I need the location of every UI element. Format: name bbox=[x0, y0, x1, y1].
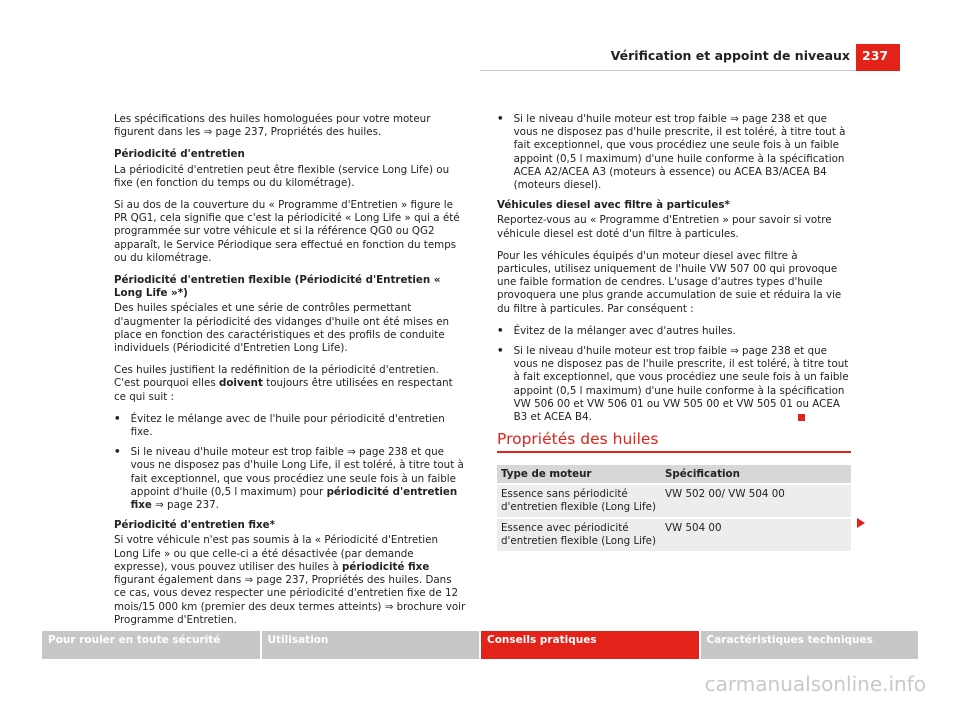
heading-maintenance-interval: Périodicité d'entretien bbox=[114, 148, 245, 161]
text-span: ⇒ page 237. bbox=[151, 499, 219, 512]
bullet-text: Évitez le mélange avec de l'huile pour périodicité d'entretien fixe. bbox=[130, 412, 445, 439]
table-cell: VW 502 00/ VW 504 00 bbox=[661, 484, 851, 518]
continue-arrow-icon bbox=[857, 518, 865, 528]
text-span: Si votre véhicule n'est pas soumis à la « Périodicité d'Entretien Long Life » ou que celle-ci a été désactivée (par demande expresse), vous pouvez utiliser des huiles à bbox=[114, 534, 439, 573]
watermark: carmanualsonline.info bbox=[704, 672, 926, 696]
left-column bbox=[114, 113, 466, 636]
table-cell: VW 504 00 bbox=[661, 518, 851, 551]
bullet-dot-icon: • bbox=[497, 324, 504, 337]
paragraph-pr-code: Si au dos de la couverture du « Programme d'Entretien » figure le PR QG1, cela signifie que c'est la périodicité « Long Life » qui a été programmée sur votre véhicule et si la référence QG0 ou QG2 apparaît, le Service Périodique sera effectué en fonction du temps ou du kilométrage. bbox=[114, 199, 460, 264]
paragraph-diesel-program: Reportez-vous au « Programme d'Entretien » pour savoir si votre véhicule diesel est doté d'un filtre à particules. bbox=[497, 214, 832, 240]
text-span: Si le niveau d'huile moteur est trop faible ⇒ page 238 et que vous ne disposez pas de l'huile prescrite, il est toléré, à titre tout à fait exceptionnel, que vous procédiez une seule fois à un faible appoint (0,5 l maximum) d'une huile conforme à la spécification VW 506 00 et VW 506 01 ou VW 505 00 et VW 505 01 ou ACEA B3 et ACEA B4. bbox=[513, 345, 849, 424]
footer-tab-safety[interactable]: Pour rouler en toute sécurité bbox=[42, 631, 260, 659]
text-span: toujours être utilisées en respectant ce qui suit : bbox=[114, 377, 453, 403]
text-span: Si le niveau d'huile moteur est trop faible ⇒ page 238 et que vous ne disposez pas d'huile Long Life, il est toléré, à titre tout à fait exceptionnel, que vous procédiez une seule fois à un faible appoint d'huile (0,5 l maximum) pour bbox=[130, 446, 464, 498]
paragraph-interval-types: La périodicité d'entretien peut être flexible (service Long Life) ou fixe (en fonction du temps ou du kilométrage). bbox=[114, 163, 450, 189]
bold-span: périodicité fixe bbox=[341, 560, 430, 573]
bullet-item bbox=[497, 345, 853, 424]
bullet-dot-icon: • bbox=[114, 412, 121, 425]
bullet-text: Évitez de la mélanger avec d'autres huiles. bbox=[513, 324, 736, 337]
bullet-item bbox=[497, 113, 853, 192]
footer-tab-operation[interactable]: Utilisation bbox=[262, 631, 480, 659]
paragraph-special-oils: Des huiles spéciales et une série de contrôles permettant d'augmenter la périodicité des vidanges d'huile ont été mises en place en fonction des caractéristiques et des profils de conduite individuels (Périodicité d'Entretien Long Life). bbox=[114, 302, 450, 355]
table-row bbox=[497, 518, 851, 551]
bullet-dot-icon: • bbox=[497, 345, 504, 358]
paragraph-fixed-interval bbox=[114, 534, 466, 626]
heading-fixed-interval: Périodicité d'entretien fixe* bbox=[114, 519, 276, 532]
bullet-text: Si le niveau d'huile moteur est trop faible ⇒ page 238 et que vous ne disposez pas d'huile prescrite, il est toléré, à titre tout à fait exceptionnel, que vous procédiez une seule fois à un faible appoint (0,5 l maximum) d'une huile conforme à la spécification ACEA A2/ACEA A3 (moteurs à essence) ou ACEA B3/ACEA B4 (moteurs diesel). bbox=[513, 113, 846, 192]
footer-tab-practical-tips[interactable]: Conseils pratiques bbox=[481, 631, 699, 659]
bullet-text bbox=[131, 446, 466, 512]
bullet-item bbox=[114, 446, 466, 512]
section-end-icon bbox=[798, 414, 805, 421]
table-cell: Essence avec périodicité d'entretien flexible (Long Life) bbox=[497, 518, 661, 551]
table-cell: Essence sans périodicité d'entretien flexible (Long Life) bbox=[497, 484, 661, 518]
page-number: 237 bbox=[856, 44, 900, 71]
heading-flexible-interval: Périodicité d'entretien flexible (Périodicité d'Entretien « Long Life »*) bbox=[114, 274, 441, 300]
table-header-cell: Spécification bbox=[661, 465, 851, 484]
oil-spec-table bbox=[497, 465, 851, 551]
section-title-oil-properties: Propriétés des huiles bbox=[497, 430, 851, 453]
bullet-text bbox=[514, 345, 853, 424]
footer-tab-technical-data[interactable]: Caractéristiques techniques bbox=[701, 631, 919, 659]
table-row bbox=[497, 484, 851, 518]
bold-span: périodicité d'entretien fixe bbox=[130, 485, 458, 512]
text-span: figurant également dans ⇒ page 237, Propriétés des huiles. Dans ce cas, vous devez respecter une périodicité d'entretien fixe de 12 mois/15 000 km (premier des deux termes atteints) ⇒ brochure voir Programme d'Entretien. bbox=[114, 574, 466, 626]
table-header-cell: Type de moteur bbox=[497, 465, 661, 484]
bullet-dot-icon: • bbox=[497, 113, 504, 125]
paragraph-must-use bbox=[114, 364, 466, 404]
bold-span: doivent bbox=[218, 377, 263, 390]
text-span: Ces huiles justifient la redéfinition de la périodicité d'entretien. C'est pourquoi elles bbox=[114, 364, 439, 390]
footer-nav bbox=[42, 631, 918, 659]
paragraph-diesel-oil: Pour les véhicules équipés d'un moteur diesel avec filtre à particules, utilisez uniquement de l'huile VW 507 00 qui provoque une faible formation de cendres. L'usage d'autres types d'huile provoquera une plus grande accumulation de suie et réduira la vie du filtre à particules. Par conséquent : bbox=[497, 249, 842, 315]
bullet-dot-icon: • bbox=[114, 446, 121, 459]
right-column bbox=[497, 113, 853, 431]
page-header bbox=[480, 44, 900, 71]
bullet-item bbox=[114, 413, 466, 439]
heading-diesel-filter: Véhicules diesel avec filtre à particules* bbox=[497, 199, 730, 212]
table-header-row bbox=[497, 465, 851, 484]
bullet-item bbox=[497, 325, 853, 338]
page-header-title: Vérification et appoint de niveaux bbox=[610, 48, 850, 63]
intro-paragraph: Les spécifications des huiles homologuées pour votre moteur figurent dans les ⇒ page 237, Propriétés des huiles. bbox=[114, 113, 431, 139]
